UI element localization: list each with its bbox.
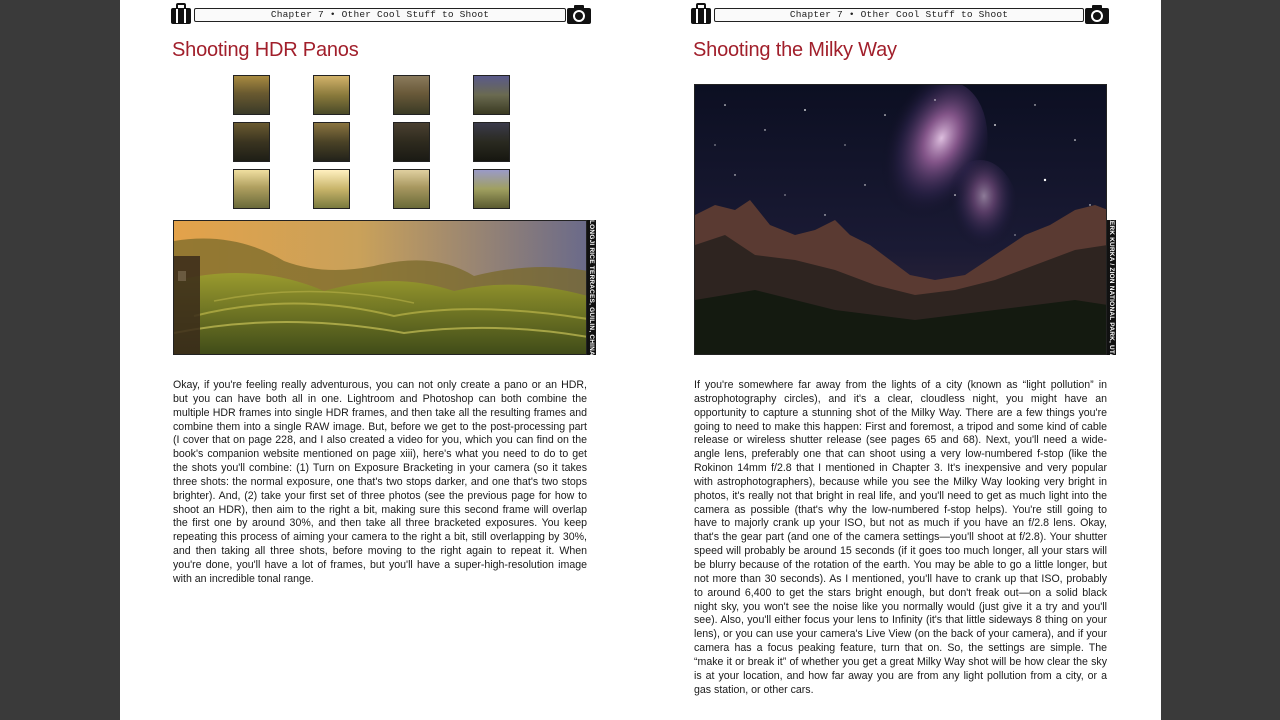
body-paragraph: If you're somewhere far away from the lights of a city (known as “light pollution” in astrophotography circles), and it's a clear, cloudless night, you might have an opportunity to capture a stunning shot of the Milky Way. There are a few things you're going to need to make this happen: First and foremost, a tripod and some kind of cable release or wireless shutter release (see pages 65 and 68). Next, you'll need a wide-angle lens, preferably one that can shoot using a very low-numbered f-stop (like the Rokinon 14mm f/2.8 that I mentioned in Chapter 3. It's inexpensive and very popular with astrophotographers), because while you see the Milky Way looking very bright in photos, it's really not that bright in real life, and you'll need to get as much light into the camera as possible (that's why the low-numbered f-stop helps). You're still going to have to majorly crank up your ISO, but not as much if you have an f/2.8 lens. Okay, that's the gear part (and one of the camera settings—you'll shoot at f/2.8). Your shutter speed will probably be around 15 seconds (if it goes too much longer, all your stars will be blurry because of the rotation of the earth. You may be able to go a little longer, but not more than 30 seconds). As I mentioned, you'll have to crank up that ISO, probably to around 6,400 to get the stars bright enough, but don't freak out—on a solid black night sky, you won't see the noise like you normally would (just give it a try and you'll see). Also, you'll either focus your lens to Infinity (it's that little sideways 8 thing on your lens), or you can use your camera's Live View (on the back of your camera), and if your camera has a focus peaking feature, turn that on. So, the settings are simple. The “make it or break it” of whether you get a great Milky Way shot will be how clear the sky is at your location, and how far away you are from any light pollution from a city, or a gas station, or other cars. [694, 379, 1107, 696]
camera-icon [566, 3, 592, 25]
luggage-icon [688, 3, 714, 25]
photo-credit: LONGJI RICE TERRACES, GUILIN, CHINA [588, 219, 595, 356]
thumbnail [233, 122, 270, 162]
thumbnail [233, 75, 270, 115]
thumbnail [393, 122, 430, 162]
left-page [120, 0, 640, 720]
thumbnail [313, 75, 350, 115]
photo-credit: GEERK KURKA / ZION NATIONAL PARK, UTAH [1108, 211, 1115, 364]
milky-way-photo [694, 84, 1107, 355]
camera-icon [1084, 3, 1110, 25]
running-head-right [688, 3, 1110, 25]
page-title: Shooting the Milky Way [693, 39, 897, 61]
pano-photo [173, 220, 587, 355]
thumbnail [233, 169, 270, 209]
thumbnail [393, 75, 430, 115]
body-text [173, 379, 587, 587]
thumbnail [473, 75, 510, 115]
thumbnail [313, 122, 350, 162]
thumbnail [313, 169, 350, 209]
thumbnail [473, 169, 510, 209]
thumbnail [473, 122, 510, 162]
body-paragraph: Okay, if you're feeling really adventurous, you can not only create a pano or an HDR, but you can have both all in one. Lightroom and Photoshop can both combine the multiple HDR frames into single HDR frames, and then take all the resulting frames and combine them into a single RAW image. But, before we get to the post-processing part (I cover that on page 228, and I also created a video for you, which you can find on the book's companion website mentioned on page xiii), here's what you need to do to get the shots you'll combine: (1) Turn on Exposure Bracketing in your camera (so it takes three shots: the normal exposure, one that's two stops darker, and one that's two stops brighter). And, (2) take your first set of three photos (see the previous page for how to shoot an HDR), then aim to the right a bit, making sure this second frame will overlap the first one by around 30%, and then take all three bracketed exposures. You keep repeating this process of aiming your camera to the right a bit, still overlapping by 30%, and then taking all three shots, before moving to the right again to repeat it. When you're done, you'll have a lot of frames, but you'll have a super-high-resolution image with an incredible tonal range. [173, 379, 587, 585]
luggage-icon [168, 3, 194, 25]
page-title: Shooting HDR Panos [172, 39, 359, 61]
right-page [640, 0, 1161, 720]
running-head-text: Chapter 7 • Other Cool Stuff to Shoot [194, 8, 566, 22]
running-head-left [168, 3, 592, 25]
body-text [694, 379, 1107, 697]
thumbnail [393, 169, 430, 209]
rice-terraces-image [174, 221, 587, 355]
running-head-text: Chapter 7 • Other Cool Stuff to Shoot [714, 8, 1084, 22]
milky-way-image [695, 85, 1107, 355]
